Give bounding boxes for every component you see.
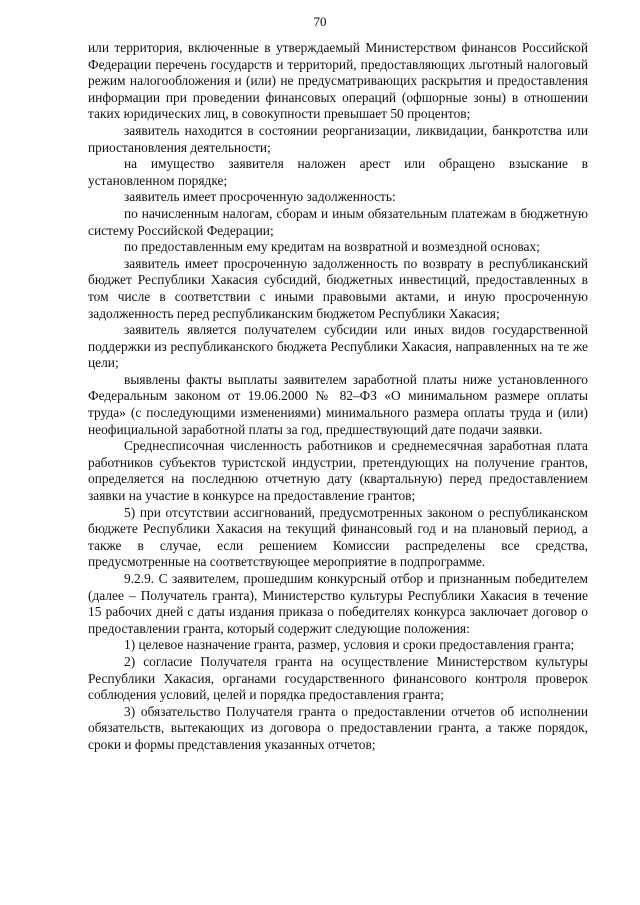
paragraph-3: заявитель имеет просроченную задолженность: xyxy=(124,189,396,205)
paragraph-0: или территория, включенные в утверждаемый Министерством финансов Российской Федерации перечень государств и территорий, предоставляющих льготный налоговый режим налогообложения и (или) не предусматривающих раскрытия и предоставления информации при проведении финансовых операций (офшорные зоны) в отношении таких юридических лиц, в совокупности превышает 50 процентов; xyxy=(88,40,588,122)
paragraph-1: заявитель находится в состоянии реорганизации, ликвидации, банкротства или приостановления деятельности; xyxy=(88,122,588,155)
paragraph-8: выявлены факты выплаты заявителем заработной платы ниже установленного Федеральным законом от 19.06.2000 № 82–ФЗ «О минимальном размере оплаты труда» (с последующими изменениями) минимального размера оплаты труда и (или) неофициальной заработной платы за год, предшествующий дате подачи заявки. xyxy=(88,371,588,437)
paragraph-6: заявитель имеет просроченную задолженность по возврату в республиканский бюджет Республики Хакасия субсидий, бюджетных инвестиций, предоставленных в том числе в соответствии с иными правовыми актами, и иную просроченную задолженность перед республиканским бюджетом Республики Хакасия; xyxy=(88,255,588,321)
paragraph-7: заявитель является получателем субсидии или иных видов государственной поддержки из республиканского бюджета Республики Хакасия, направленных на те же цели; xyxy=(88,322,588,371)
paragraph-12: 1) целевое назначение гранта, размер, условия и сроки предоставления гранта; xyxy=(124,637,575,653)
paragraph-2: на имущество заявителя наложен арест или обращено взыскание в установленном порядке; xyxy=(88,156,588,188)
page-number: 70 xyxy=(313,14,327,29)
paragraph-11: 9.2.9. С заявителем, прошедшим конкурсный отбор и признанным победителем (далее – Получатель гранта), Министерство культуры Республики Хакасия в течение 15 рабочих дней с даты издания приказа о победителях конкурса заключает договор о предоставлении гранта, который содержит следующие положения: xyxy=(88,571,588,636)
paragraph-4: по начисленным налогам, сборам и иным обязательным платежам в бюджетную систему Российской Федерации; xyxy=(88,205,588,238)
paragraph-5: по предоставленным ему кредитам на возвратной и возмездной основах; xyxy=(124,239,540,255)
document-body xyxy=(88,40,588,754)
paragraph-10: 5) при отсутствии ассигнований, предусмотренных законом о республиканском бюджете Республики Хакасия на текущий финансовый год и на плановый период, а также в случае, если решением Комиссии распределены все средства, предусмотренные на соответствующее мероприятие в подпрограмме. xyxy=(88,504,588,570)
paragraph-9: Среднесписочная численность работников и среднемесячная заработная плата работников субъектов туристской индустрии, претендующих на получение грантов, определяется на последнюю отчетную дату (квартальную) перед предоставлением заявки на участие в конкурсе на предоставление грантов; xyxy=(88,438,588,504)
paragraph-14: 3) обязательство Получателя гранта о предоставлении отчетов об исполнении обязательств, вытекающих из договора о предоставлении гранта, а также порядок, сроки и формы представления указанных отчетов; xyxy=(88,703,588,752)
paragraph-13: 2) согласие Получателя гранта на осуществление Министерством культуры Республики Хакасия, органами государственного финансового контроля проверок соблюдения условий, целей и порядка предоставления гранта; xyxy=(88,653,588,703)
